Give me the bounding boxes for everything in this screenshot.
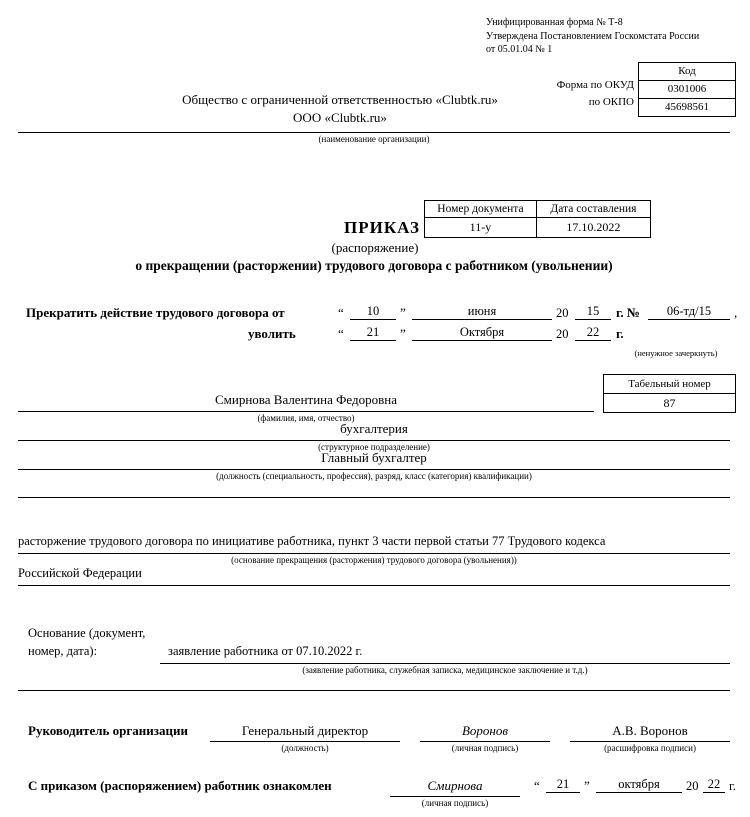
fio-rule bbox=[18, 411, 594, 412]
head-position-caption: (должность) bbox=[281, 743, 329, 753]
employee-position: Главный бухгалтер bbox=[321, 450, 427, 465]
position-caption: (должность (специальность, профессия), разряд, класс (категория) квалификации) bbox=[216, 471, 532, 481]
document-title: ПРИКАЗ bbox=[344, 218, 420, 237]
basis-rule bbox=[160, 663, 730, 664]
tabel-number-value: 87 bbox=[603, 394, 736, 413]
document-number-table bbox=[424, 200, 651, 238]
basis-label-line1: Основание (документ, bbox=[28, 626, 146, 640]
quote-open-2: “ bbox=[338, 326, 344, 341]
form-header-line2: Утверждена Постановлением Госкомстата России bbox=[486, 30, 700, 42]
head-signature: Воронов bbox=[461, 723, 509, 738]
quote-open-3: “ bbox=[534, 778, 540, 793]
head-signature-caption: (личная подпись) bbox=[451, 743, 519, 753]
tabel-number-box bbox=[603, 374, 736, 413]
employee-department: бухгалтерия bbox=[340, 421, 408, 436]
quote-close-3: ” bbox=[584, 778, 590, 793]
basis-value: заявление работника от 07.10.2022 г. bbox=[168, 644, 363, 658]
department-caption: (структурное подразделение) bbox=[318, 442, 430, 452]
position-rule bbox=[18, 469, 730, 470]
quote-close-2: ” bbox=[400, 326, 406, 341]
ack-year: 22 bbox=[703, 777, 725, 793]
dismiss-day: 21 bbox=[350, 325, 396, 341]
doc-date-header: Дата составления bbox=[536, 201, 650, 218]
okpo-label: по ОКПО bbox=[588, 96, 634, 108]
dismiss-year: 22 bbox=[575, 325, 611, 341]
code-table bbox=[638, 62, 736, 117]
form-header bbox=[486, 16, 746, 57]
organization-short-name: ООО «Clubtk.ru» bbox=[293, 110, 387, 125]
contract-year-prefix: 20 bbox=[556, 306, 569, 320]
fio-caption: (фамилия, имя, отчество) bbox=[257, 413, 355, 423]
head-label: Руководитель организации bbox=[28, 723, 188, 738]
dismiss-year-prefix: 20 bbox=[556, 327, 569, 341]
termination-reason-line1: расторжение трудового договора по инициативе работника, пункт 3 части первой статьи 77 Трудового кодекса bbox=[18, 534, 606, 548]
document-subtitle: (распоряжение) bbox=[331, 240, 419, 255]
organization-name: Общество с ограниченной ответственностью «Clubtk.ru» bbox=[182, 92, 498, 107]
okpo-value: 45698561 bbox=[638, 98, 736, 117]
ack-signature-caption: (личная подпись) bbox=[421, 798, 489, 808]
contract-year-suffix: г. № bbox=[616, 305, 641, 320]
termination-reason-line2: Российской Федерации bbox=[18, 566, 142, 580]
contract-number: 06-тд/15 bbox=[648, 304, 730, 320]
organization-caption: (наименование организации) bbox=[318, 134, 430, 144]
doc-date-value: 17.10.2022 bbox=[536, 218, 650, 238]
doc-number-value: 11-у bbox=[425, 218, 537, 238]
ack-year-suffix: г. bbox=[729, 779, 736, 793]
head-name-rule bbox=[570, 741, 730, 742]
document-heading: о прекращении (расторжении) трудового договора с работником (увольнении) bbox=[135, 258, 613, 273]
okud-label: Форма по ОКУД bbox=[556, 79, 634, 91]
form-header-line1: Унифицированная форма № Т-8 bbox=[486, 17, 623, 28]
code-header: Код bbox=[638, 62, 736, 80]
spacer-rule-2 bbox=[18, 690, 730, 691]
reason-caption: (основание прекращения (расторжения) трудового договора (увольнения)) bbox=[231, 555, 517, 565]
contract-day: 10 bbox=[350, 304, 396, 320]
spacer-rule-1 bbox=[18, 497, 730, 498]
doc-number-header: Номер документа bbox=[425, 201, 537, 218]
contract-year: 15 bbox=[575, 304, 611, 320]
dismiss-label: уволить bbox=[248, 326, 296, 341]
ack-signature-rule bbox=[390, 796, 520, 797]
head-position-rule bbox=[210, 741, 400, 742]
head-position: Генеральный директор bbox=[241, 723, 369, 738]
head-signature-rule bbox=[420, 741, 550, 742]
ack-signature: Смирнова bbox=[427, 778, 483, 793]
basis-label-line2: номер, дата): bbox=[28, 644, 98, 658]
reason-rule-2 bbox=[18, 585, 730, 586]
ack-year-prefix: 20 bbox=[686, 779, 699, 793]
organization-rule bbox=[18, 132, 730, 133]
dismiss-month: Октября bbox=[412, 325, 552, 341]
terminate-label: Прекратить действие трудового договора от bbox=[26, 305, 285, 320]
contract-month: июня bbox=[412, 304, 552, 320]
head-name: А.В. Воронов bbox=[612, 723, 688, 738]
employee-fio: Смирнова Валентина Федоровна bbox=[214, 392, 398, 407]
tabel-number-header: Табельный номер bbox=[603, 374, 736, 394]
quote-open-1: “ bbox=[338, 305, 344, 320]
head-name-caption: (расшифровка подписи) bbox=[604, 743, 696, 753]
okud-value: 0301006 bbox=[638, 80, 736, 98]
dismiss-year-suffix: г. bbox=[616, 326, 624, 341]
ack-label: С приказом (распоряжением) работник ознакомлен bbox=[28, 778, 332, 793]
strike-note: (ненужное зачеркнуть) bbox=[634, 348, 718, 358]
quote-close-1: ” bbox=[400, 305, 406, 320]
contract-comma: , bbox=[734, 305, 738, 320]
ack-day: 21 bbox=[546, 777, 580, 793]
ack-month: октября bbox=[596, 777, 682, 793]
basis-caption: (заявление работника, служебная записка, медицинское заключение и т.д.) bbox=[302, 665, 588, 675]
reason-rule-1 bbox=[18, 553, 730, 554]
department-rule bbox=[18, 440, 730, 441]
form-header-line3: от 05.01.04 № 1 bbox=[486, 44, 553, 55]
